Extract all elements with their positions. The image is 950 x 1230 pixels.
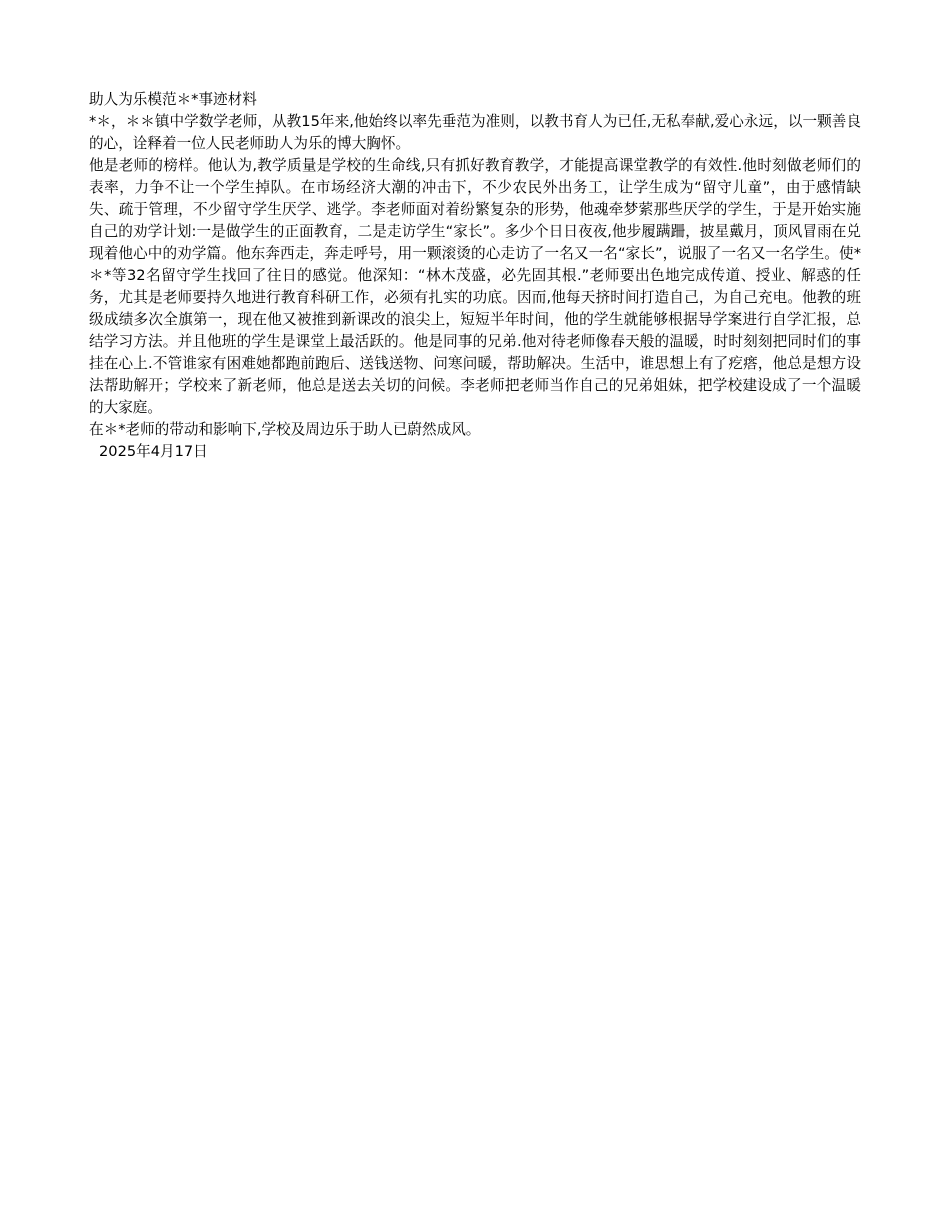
paragraph-closing: 在＊*老师的带动和影响下,学校及周边乐于助人已蔚然成风。: [89, 421, 481, 438]
document-date: 2025年4月17日: [99, 443, 208, 460]
document-body: [89, 89, 861, 463]
paragraph-intro: *＊，＊＊镇中学数学老师，从教15年来,他始终以率先垂范为准则，以教书育人为已任,无私奉献,爱心永远，以一颗善良的心，诠释着一位人民老师助人为乐的博大胸怀。: [89, 113, 861, 152]
document-title: 助人为乐模范＊*事迹材料: [89, 91, 257, 108]
paragraph-main: 他是老师的榜样。他认为,教学质量是学校的生命线,只有抓好教育教学，才能提高课堂教学的有效性.他时刻做老师们的表率，力争不让一个学生掉队。在市场经济大潮的冲击下，不少农民外出务工，让学生成为“留守儿童”，由于感情缺失、疏于管理，不少留守学生厌学、逃学。李老师面对着纷繁复杂的形势，他魂牵梦萦那些厌学的学生，于是开始实施自己的劝学计划:一是做学生的正面教育，二是走访学生“家长”。多少个日日夜夜,他步履蹒跚，披星戴月，顶风冒雨在兑现着他心中的劝学篇。他东奔西走，奔走呼号，用一颗滚烫的心走访了一名又一名“家长”，说服了一名又一名学生。使*＊*等32名留守学生找回了往日的感觉。他深知：“林木茂盛，必先固其根.”老师要出色地完成传道、授业、解惑的任务，尤其是老师要持久地进行教育科研工作，必须有扎实的功底。因而,他每天挤时间打造自己，为自己充电。他教的班级成绩多次全旗第一，现在他又被推到新课改的浪尖上，短短半年时间，他的学生就能够根据导学案进行自学汇报，总结学习方法。并且他班的学生是课堂上最活跃的。他是同事的兄弟.他对待老师像春天般的温暖，时时刻刻把同时们的事挂在心上.不管谁家有困难她都跑前跑后、送钱送物、问寒问暖，帮助解决。生活中，谁思想上有了疙瘩，他总是想方设法帮助解开；学校来了新老师，他总是送去关切的问候。李老师把老师当作自己的兄弟姐妹，把学校建设成了一个温暖的大家庭。: [89, 157, 861, 416]
